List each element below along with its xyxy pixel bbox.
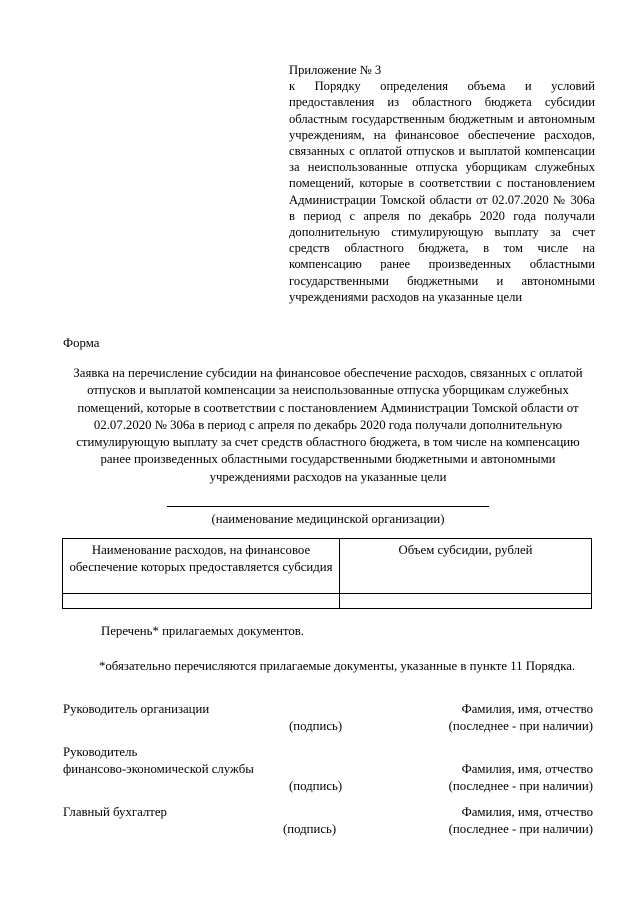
appendix-title: Приложение № 3	[289, 63, 382, 77]
table-cell-amount	[340, 594, 592, 609]
signature-head-role: Руководитель организации	[63, 702, 210, 716]
footnote: *обязательно перечисляются прилагаемые документы, указанные в пункте 11 Порядка.	[99, 659, 576, 673]
appendix-text: к Порядку определения объема и условий предоставления из областного бюджета субсидии областным государственным бюджетным и автономным учреждениям, на финансовое обеспечение расходов, связанных с оплатой отпусков и выплатой компенсации за неиспользованные отпуска уборщикам служебных помещений, которые в соответствии с постановлением Администрации Томской области от 02.07.2020 № 306а в период с апреля по декабрь 2020 года получали дополнительную стимулирующую выплату за счет средств областного бюджета, в том числе на компенсацию ранее произведенных областными государственными бюджетными и автономными учреждениями расходов на указанные цели	[289, 79, 595, 304]
document-title: Заявка на перечисление субсидии на финансовое обеспечение расходов, связанных с оплатой отпусков и выплатой компенсации за неиспользованные отпуска уборщикам служебных помещений, которые в соответствии с постановлением Администрации Томской области от 02.07.2020 № 306а в период с апреля по декабрь 2020 года получали дополнительную стимулирующую выплату за счет средств областного бюджета, в том числе на компенсацию ранее произведенных областными государственными бюджетными и автономными учреждениями расходов на указанные цели	[73, 366, 583, 484]
signature-accountant-role: Главный бухгалтер	[63, 805, 167, 819]
signature-accountant-sign: (подпись)	[283, 822, 337, 836]
table-header-expenses: Наименование расходов, на финансовое обеспечение которых предоставляется субсидия	[63, 539, 340, 594]
signature-accountant-name-note: (последнее - при наличии)	[448, 822, 593, 836]
signature-head-name-note: (последнее - при наличии)	[448, 719, 593, 733]
org-name-line	[167, 506, 489, 507]
org-name-caption: (наименование медицинской организации)	[211, 512, 445, 526]
signature-head-sign: (подпись)	[289, 719, 343, 733]
table-header-row	[63, 539, 592, 594]
subsidy-table	[62, 538, 592, 609]
signature-finance-name-note: (последнее - при наличии)	[448, 779, 593, 793]
signature-finance-name: Фамилия, имя, отчество	[461, 762, 593, 776]
table-header-amount: Объем субсидии, рублей	[340, 539, 592, 594]
attached-docs-list: Перечень* прилагаемых документов.	[101, 624, 305, 638]
appendix-block	[289, 62, 595, 305]
signature-accountant-name: Фамилия, имя, отчество	[461, 805, 593, 819]
table-cell-expenses	[63, 594, 340, 609]
signature-finance-sign: (подпись)	[289, 779, 343, 793]
table-row	[63, 594, 592, 609]
form-label: Форма	[63, 336, 100, 350]
signature-finance-role-1: Руководитель	[63, 745, 138, 759]
signature-finance-role-2: финансово-экономической службы	[63, 762, 254, 776]
signature-head-name: Фамилия, имя, отчество	[461, 702, 593, 716]
